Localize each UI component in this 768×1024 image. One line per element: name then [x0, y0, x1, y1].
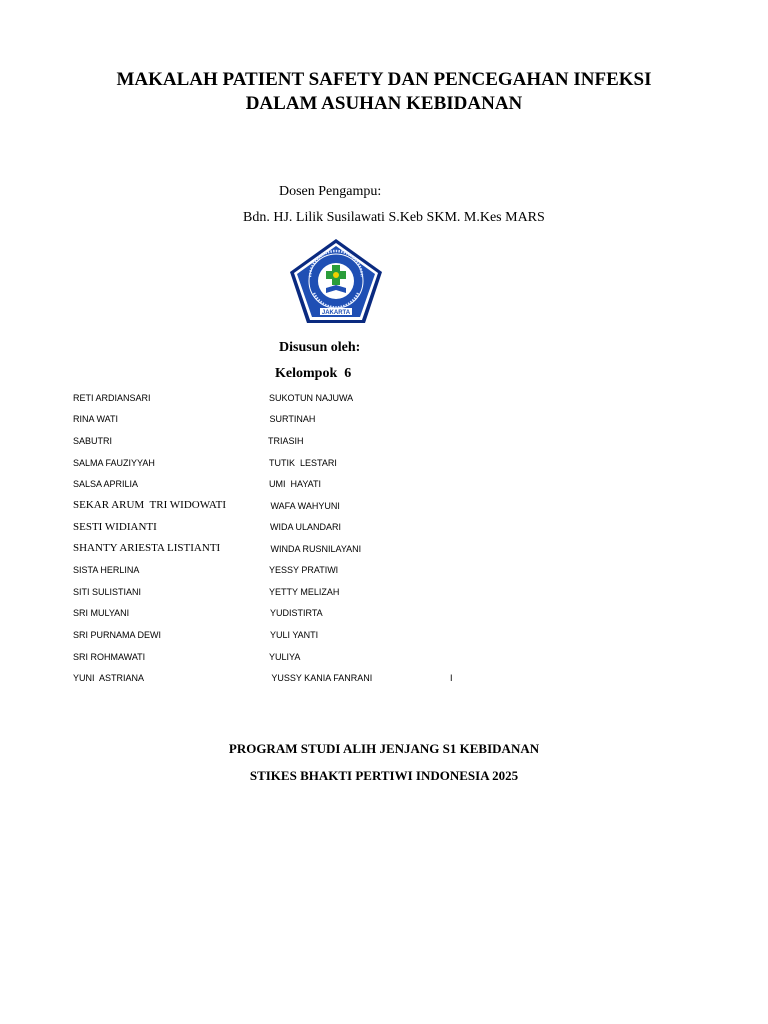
member-left-8: SHANTY ARIESTA LISTIANTI: [73, 542, 221, 554]
member-right-11: YUDISTIRTA: [270, 608, 323, 618]
member-right-14: YUSSY KANIA FANRANI: [269, 673, 373, 683]
member-right-12: YULI YANTI: [270, 630, 319, 640]
member-right-7: WIDA ULANDARI: [270, 522, 342, 532]
member-left-1: RETI ARDIANSARI: [73, 393, 151, 403]
program-studi-line: PROGRAM STUDI ALIH JENJANG S1 KEBIDANAN: [228, 741, 540, 756]
member-left-4: SALMA FAUZIYYAH: [73, 458, 155, 468]
member-right-5: UMI HAYATI: [269, 479, 322, 489]
kelompok-label: Kelompok 6: [275, 366, 352, 381]
member-left-2: RINA WATI: [73, 414, 118, 424]
dosen-name: Bdn. HJ. Lilik Susilawati S.Keb SKM. M.Kes MARS: [243, 210, 545, 225]
member-right-10: YETTY MELIZAH: [269, 587, 340, 597]
logo-city-label: JAKARTA: [321, 310, 351, 316]
member-left-3: SABUTRI: [73, 436, 113, 446]
member-left-6: SEKAR ARUM TRI WIDOWATI: [73, 499, 226, 511]
document-title-line-1: MAKALAH PATIENT SAFETY DAN PENCEGAHAN INFEKSI: [116, 69, 652, 90]
institution-logo-icon: [288, 237, 384, 325]
member-right-2: SURTINAH: [267, 414, 316, 424]
member-left-13: SRI ROHMAWATI: [73, 652, 146, 662]
member-left-10: SITI SULISTIANI: [73, 587, 142, 597]
disusun-label: Disusun oleh:: [279, 340, 361, 355]
member-right-6: WAFA WAHYUNI: [268, 501, 340, 511]
member-right-1: SUKOTUN NAJUWA: [269, 393, 354, 403]
member-right-13: YULIYA: [269, 652, 301, 662]
member-left-14: YUNI ASTRIANA: [73, 673, 145, 683]
member-right-3: TRIASIH: [268, 436, 304, 446]
document-title-line-2: DALAM ASUHAN KEBIDANAN: [245, 93, 523, 114]
member-left-9: SISTA HERLINA: [73, 565, 140, 575]
member-right-8: WINDA RUSNILAYANI: [268, 544, 362, 554]
member-left-11: SRI MULYANI: [73, 608, 130, 618]
dosen-label: Dosen Pengampu:: [279, 184, 382, 199]
stray-marker: I: [450, 673, 453, 683]
member-left-7: SESTI WIDIANTI: [73, 521, 157, 533]
member-left-12: SRI PURNAMA DEWI: [73, 630, 162, 640]
member-right-9: YESSY PRATIWI: [269, 565, 339, 575]
member-left-5: SALSA APRILIA: [73, 479, 139, 489]
institution-year-line: STIKES BHAKTI PERTIWI INDONESIA 2025: [249, 768, 519, 783]
member-right-4: TUTIK LESTARI: [269, 458, 337, 468]
